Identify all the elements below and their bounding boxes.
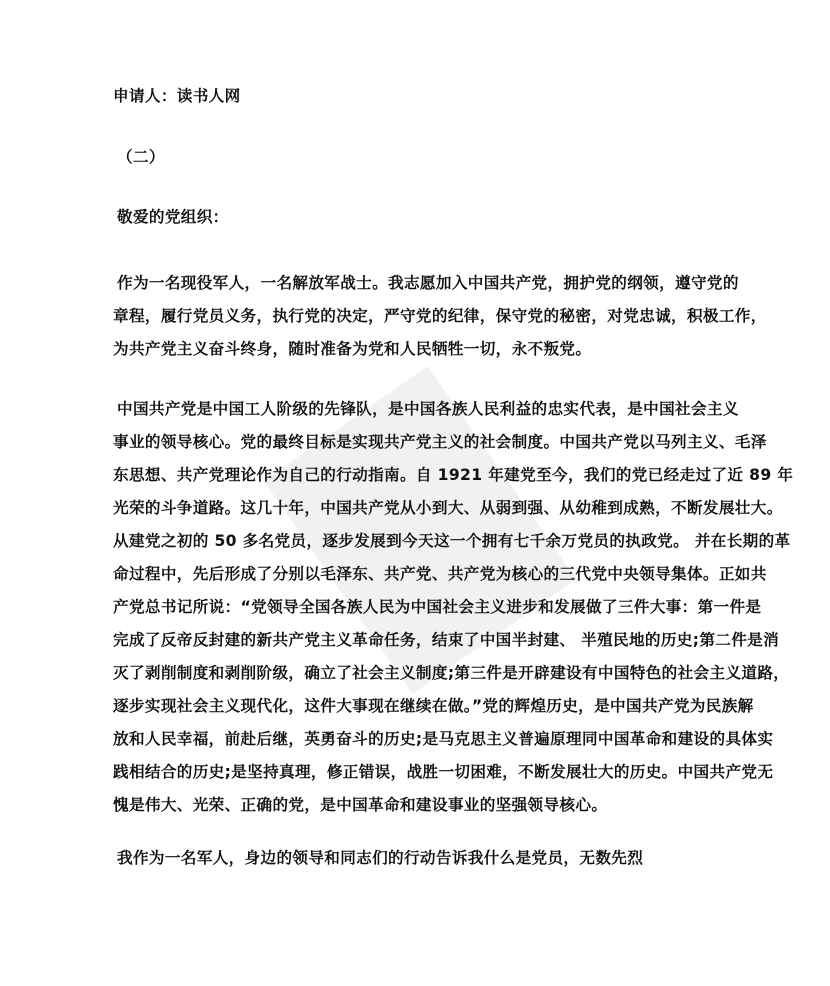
paragraph-line: 产党总书记所说：“党领导全国各族人民为中国社会主义进步和发展做了三件大事：第一件是 xyxy=(113,598,762,616)
applicant-line: 申请人：读书人网 xyxy=(113,87,241,105)
paragraph-line: 放和人民幸福，前赴后继，英勇奋斗的历史;是马克思主义普遍原理同中国革命和建设的具体实 xyxy=(113,730,774,748)
paragraph-line: 愧是伟大、光荣、正确的党，是中国革命和建设事业的坚强领导核心。 xyxy=(113,796,608,814)
section-number: （二） xyxy=(117,148,165,166)
paragraph-line: 逐步实现社会主义现代化，这件大事现在继续在做。”党的辉煌历史，是中国共产党为民族解 xyxy=(113,697,754,715)
paragraph-line: 践相结合的历史;是坚持真理，修正错误，战胜一切困难，不断发展壮大的历史。中国共产党无 xyxy=(113,763,774,781)
paragraph-line: 灭了剥削制度和剥削阶级，确立了社会主义制度;第三件是开辟建设有中国特色的社会主义道路， xyxy=(113,664,790,682)
paragraph-line: 光荣的斗争道路。这几十年，中国共产党从小到大、从弱到强、从幼稚到成熟，不断发展壮大。 xyxy=(113,499,783,517)
paragraph-line: 我作为一名军人，身边的领导和同志们的行动告诉我什么是党员，无数先烈 xyxy=(117,849,644,867)
paragraph-line: 从建党之初的 50 多名党员，逐步发展到今天这一个拥有七千余万党员的执政党。 并在长期的革 xyxy=(113,532,791,550)
paragraph-line: 命过程中，先后形成了分别以毛泽东、共产党、共产党为核心的三代党中央领导集体。正如共 xyxy=(113,565,767,583)
paragraph-line: 东思想、共产党理论作为自己的行动指南。自 1921 年建党至今，我们的党已经走过了近 89 年 xyxy=(113,466,794,484)
paragraph-line: 为共产党主义奋斗终身，随时准备为党和人民牺牲一切，永不叛党。 xyxy=(113,340,592,358)
paragraph-line: 章程，履行党员义务，执行党的决定，严守党的纪律，保守党的秘密，对党忠诚，积极工作， xyxy=(113,307,767,325)
paragraph-line: 完成了反帝反封建的新共产党主义革命任务，结束了中国半封建、 半殖民地的历史;第二件是消 xyxy=(113,631,780,649)
paragraph-line: 作为一名现役军人，一名解放军战士。我志愿加入中国共产党，拥护党的纲领，遵守党的 xyxy=(117,274,739,292)
paragraph-line: 中国共产党是中国工人阶级的先锋队，是中国各族人民利益的忠实代表，是中国社会主义 xyxy=(117,400,739,418)
paragraph-line: 事业的领导核心。党的最终目标是实现共产党主义的社会制度。中国共产党以马列主义、毛泽 xyxy=(113,433,767,451)
salutation: 敬爱的党组织： xyxy=(117,208,229,226)
